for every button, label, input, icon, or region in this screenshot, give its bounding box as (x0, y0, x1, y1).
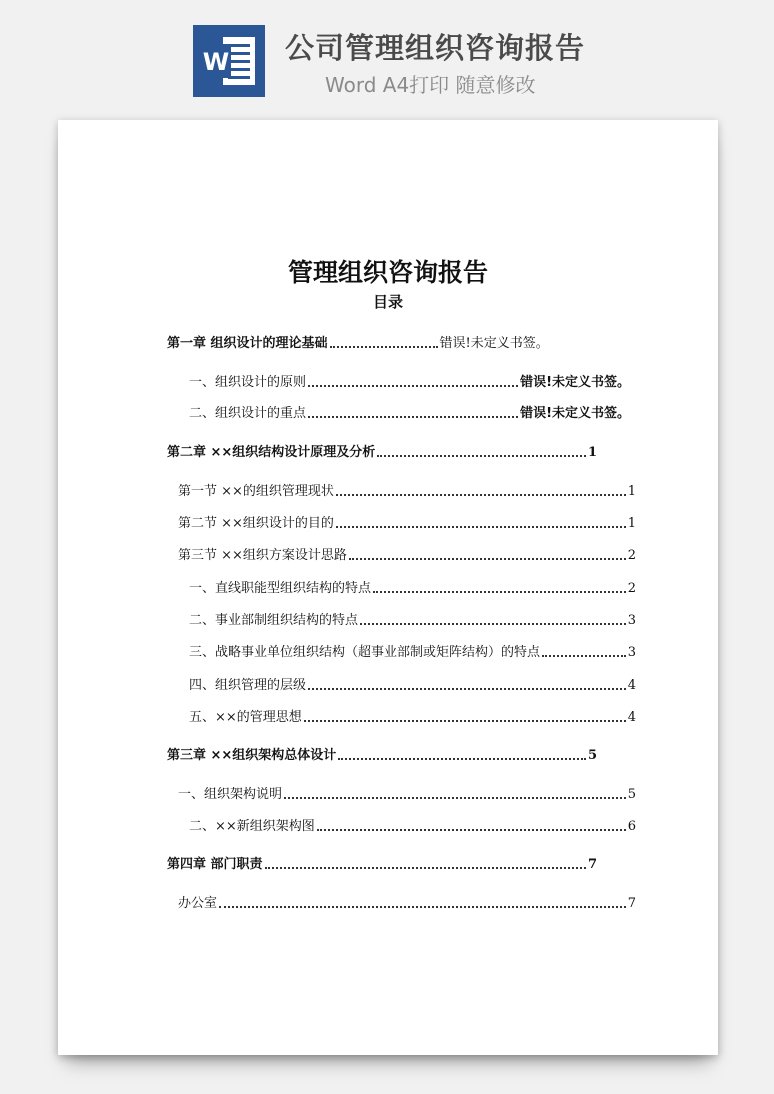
toc-entry[interactable] (189, 401, 630, 421)
toc-entry-page: 4 (627, 710, 636, 725)
toc-entry-label: 二、事业部制组织结构的特点 (189, 613, 359, 628)
toc-entry-page: 1 (587, 445, 597, 460)
toc-dot-leader (330, 346, 438, 348)
toc-entry-label: 第一章 组织设计的理论基础 (167, 336, 328, 351)
toc-entry[interactable] (189, 705, 636, 725)
toc-dot-leader (317, 829, 626, 831)
toc-entry-label: 一、组织设计的原则 (189, 375, 307, 390)
toc-entry-label: 二、组织设计的重点 (189, 406, 307, 421)
toc-entry-label: 第三章 ××组织架构总体设计 (167, 748, 337, 763)
toc-entry-page: 3 (627, 613, 636, 628)
template-banner (0, 0, 774, 112)
toc-entry-label: 一、组织架构说明 (178, 787, 283, 802)
document-page (58, 120, 718, 1055)
toc-entry-page: 1 (627, 484, 636, 499)
toc-entry[interactable] (167, 852, 597, 872)
toc-dot-leader (338, 758, 586, 760)
toc-entry-page: 错误!未定义书签。 (439, 336, 549, 351)
toc-dot-leader (373, 591, 626, 593)
toc-entry-page: 5 (627, 787, 636, 802)
toc-entry-page: 7 (627, 896, 636, 911)
toc-dot-leader (360, 623, 626, 625)
banner-subtitle: Word A4打印 随意修改 (325, 73, 536, 97)
toc-entry[interactable] (178, 479, 636, 499)
toc-entry-page: 2 (627, 581, 636, 596)
toc-entry[interactable] (189, 814, 636, 834)
toc-heading: 目录 (372, 293, 403, 311)
toc-entry[interactable] (167, 331, 700, 351)
toc-entry-label: 三、战略事业单位组织结构（超事业部制或矩阵结构）的特点 (189, 645, 541, 660)
toc-entry[interactable] (178, 891, 636, 911)
toc-entry-label: 第二章 ××组织结构设计原理及分析 (167, 445, 376, 460)
word-doc-icon (193, 25, 265, 97)
word-icon-letter: W (202, 48, 230, 76)
toc-entry-label: 五、××的管理思想 (189, 710, 302, 725)
toc-dot-leader (284, 797, 626, 799)
toc-dot-leader (377, 455, 586, 457)
toc-entry[interactable] (178, 782, 636, 802)
toc-entry[interactable] (178, 543, 636, 563)
toc-dot-leader (349, 558, 626, 560)
toc-entry[interactable] (189, 673, 636, 693)
toc-entry-label: 办公室 (178, 896, 218, 911)
toc-entry-label: 二、××新组织架构图 (189, 819, 315, 834)
toc-dot-leader (308, 688, 626, 690)
toc-dot-leader (336, 526, 626, 528)
toc-entry-page: 7 (587, 857, 597, 872)
toc-dot-leader (265, 867, 586, 869)
toc-entry-page: 6 (627, 819, 636, 834)
toc-entry-label: 第二节 ××组织设计的目的 (178, 516, 334, 531)
toc-entry-page: 4 (627, 678, 636, 693)
banner-title: 公司管理组织咨询报告 (285, 31, 586, 65)
toc-dot-leader (308, 416, 518, 418)
toc-dot-leader (304, 720, 626, 722)
toc-dot-leader (336, 494, 626, 496)
toc-dot-leader (219, 906, 626, 908)
toc-entry-label: 一、直线职能型组织结构的特点 (189, 581, 372, 596)
toc-entry-page: 错误!未定义书签。 (520, 375, 630, 390)
toc-entry-label: 第四章 部门职责 (167, 857, 263, 872)
toc-entry[interactable] (178, 511, 636, 531)
toc-entry-page: 1 (627, 516, 636, 531)
toc-entry-label: 四、组织管理的层级 (189, 678, 307, 693)
toc-entry-label: 第一节 ××的组织管理现状 (178, 484, 334, 499)
toc-dot-leader (542, 655, 626, 657)
toc-entry[interactable] (167, 743, 597, 763)
toc-entry[interactable] (189, 576, 636, 596)
toc-entry[interactable] (189, 640, 636, 660)
toc-entry-label: 第三节 ××组织方案设计思路 (178, 548, 347, 563)
toc-entry-page: 3 (627, 645, 636, 660)
toc-dot-leader (308, 385, 518, 387)
toc-entry-page: 5 (587, 748, 597, 763)
toc-entry[interactable] (189, 608, 636, 628)
toc-entry[interactable] (167, 440, 597, 460)
toc-entry-page: 错误!未定义书签。 (520, 406, 630, 421)
toc-entry-page: 2 (627, 548, 636, 563)
document-title: 管理组织咨询报告 (287, 258, 488, 287)
toc-entry[interactable] (189, 370, 630, 390)
